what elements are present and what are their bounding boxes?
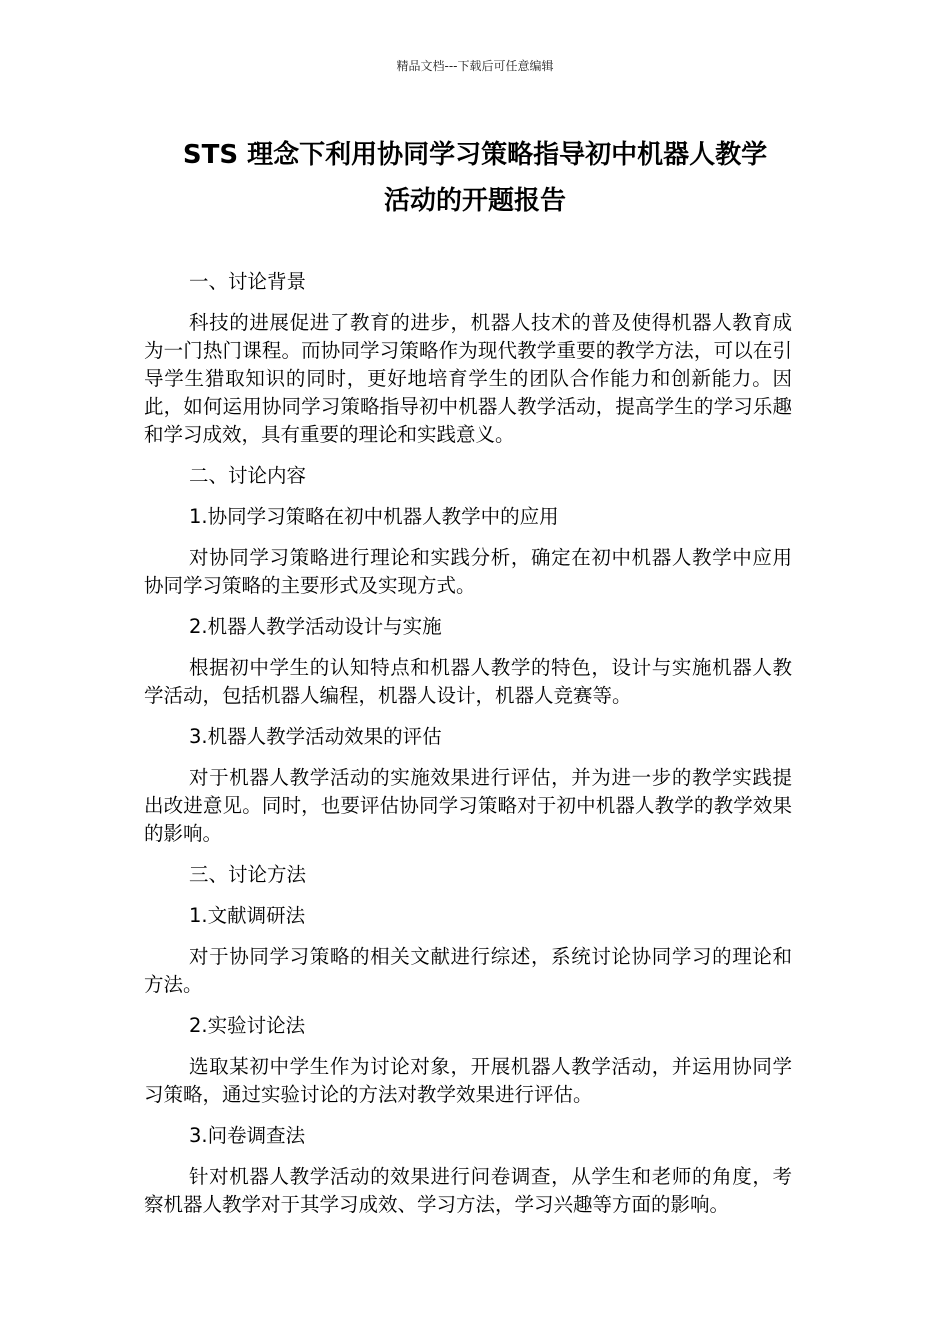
paragraph-3: 对于机器人教学活动的实施效果进行评估，并为进一步的教学实践提出改进意见。同时，也要评估协同学习策略对于初中机器人教学的教学效果的影响。 (144, 766, 792, 845)
document-body (144, 268, 792, 1232)
paragraph-background: 科技的进展促进了教育的进步，机器人技术的普及使得机器人教育成为一门热门课程。而协同学习策略作为现代教学重要的教学方法，可以在引导学生猎取知识的同时，更好地培育学生的团队合作能力和创新能力。因此，如何运用协同学习策略指导初中机器人教学活动，提高学生的学习乐趣和学习成效，具有重要的理论和实践意义。 (144, 311, 792, 446)
paragraph-method-3: 针对机器人教学活动的效果进行问卷调查，从学生和老师的角度，考察机器人教学对于其学习成效、学习方法，学习兴趣等方面的影响。 (144, 1165, 792, 1216)
header-note: 精品文档---下载后可任意编辑 (396, 59, 554, 73)
subheading-2: 2.机器人教学活动设计与实施 (189, 615, 442, 638)
paragraph-1: 对协同学习策略进行理论和实践分析，确定在初中机器人教学中应用协同学习策略的主要形式及实现方式。 (144, 546, 792, 597)
subheading-1: 1.协同学习策略在初中机器人教学中的应用 (189, 505, 559, 528)
section-heading-background: 一、讨论背景 (189, 270, 307, 293)
subheading-method-3: 3.问卷调查法 (189, 1124, 306, 1147)
title-line-2: 活动的开题报告 (383, 186, 566, 216)
section-heading-content: 二、讨论内容 (189, 464, 307, 487)
title-line-1: STS 理念下利用协同学习策略指导初中机器人教学 (182, 140, 768, 170)
document-title (140, 132, 810, 224)
subheading-method-1: 1.文献调研法 (189, 904, 306, 927)
section-heading-methods: 三、讨论方法 (189, 863, 307, 886)
subheading-3: 3.机器人教学活动效果的评估 (189, 725, 442, 748)
subheading-method-2: 2.实验讨论法 (189, 1014, 306, 1037)
paragraph-method-1: 对于协同学习策略的相关文献进行综述，系统讨论协同学习的理论和方法。 (144, 945, 792, 996)
paragraph-method-2: 选取某初中学生作为讨论对象，开展机器人教学活动，并运用协同学习策略，通过实验讨论的方法对教学效果进行评估。 (144, 1055, 792, 1106)
paragraph-2: 根据初中学生的认知特点和机器人教学的特色，设计与实施机器人教学活动，包括机器人编程，机器人设计，机器人竞赛等。 (144, 656, 792, 707)
